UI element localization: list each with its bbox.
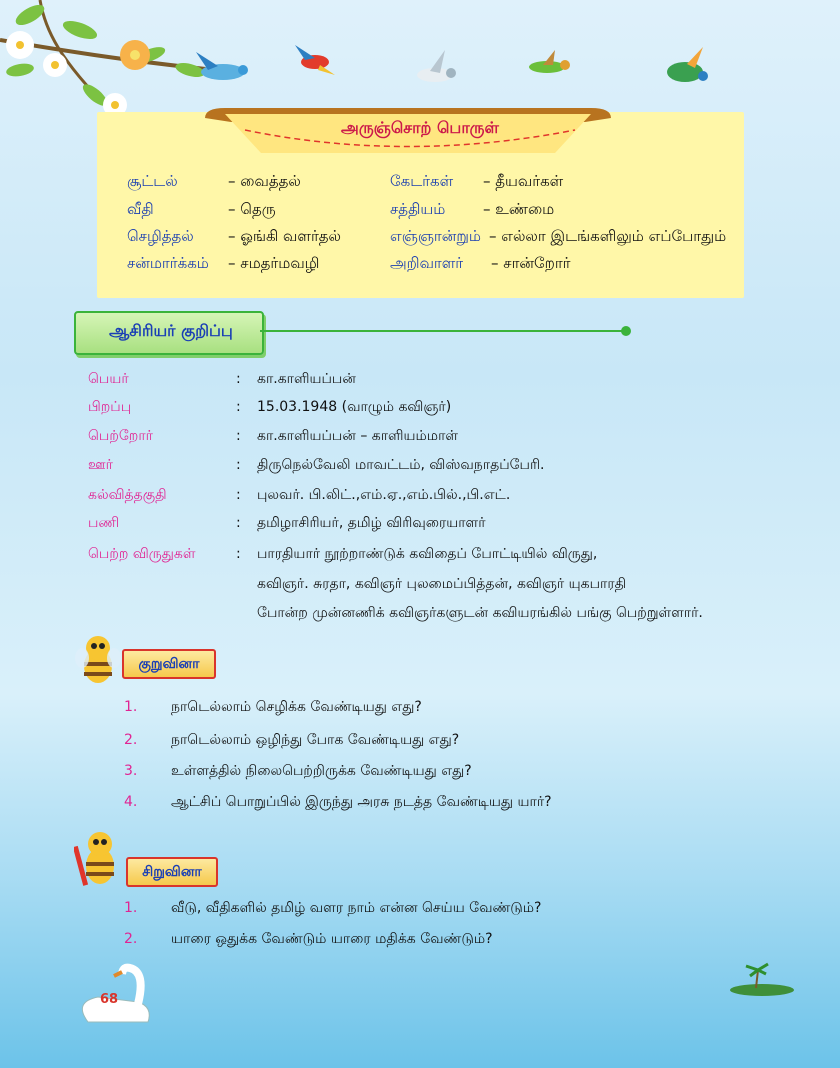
question-text: யாரை ஒதுக்க வேண்டும் யாரை மதிக்க வேண்டும்? xyxy=(171,931,493,947)
green-bird-icon xyxy=(655,42,715,97)
glossary-meaning: – சமதர்மவழி xyxy=(228,254,320,272)
author-value-continued: போன்ற முன்னணிக் கவிஞர்களுடன் கவியரங்கில் பங்கு பெற்றுள்ளார். xyxy=(257,605,703,621)
dove-icon xyxy=(405,45,465,90)
author-label: பெற்ற விருதுகள் xyxy=(88,546,196,562)
glossary-title: அருஞ்சொற் பொருள் xyxy=(341,118,499,137)
question-text: நாடெல்லாம் ஒழிந்து போக வேண்டியது எது? xyxy=(171,732,460,748)
question-number: 1. xyxy=(124,699,138,715)
author-value: 15.03.1948 (வாழும் கவிஞர்) xyxy=(257,399,452,415)
author-section-title: ஆசிரியர் குறிப்பு xyxy=(109,321,233,340)
colon: : xyxy=(236,399,241,415)
colon: : xyxy=(236,371,241,387)
author-label: பெயர் xyxy=(88,371,129,387)
glossary-term: சூட்டல் xyxy=(127,172,178,190)
glossary-term: சன்மார்க்கம் xyxy=(127,254,209,272)
question-text: ஆட்சிப் பொறுப்பில் இருந்து அரசு நடத்த வேண்டியது யார்? xyxy=(171,794,552,810)
glossary-meaning: – ஓங்கி வளர்தல் xyxy=(228,227,341,245)
question-number: 1. xyxy=(124,900,138,916)
glossary-meaning: – தெரு xyxy=(228,200,276,218)
author-label: பெற்றோர் xyxy=(88,428,153,444)
author-label: பணி xyxy=(88,515,120,531)
bird-icon xyxy=(188,42,258,92)
glossary-term: சத்தியம் xyxy=(390,200,446,218)
glossary-term: எஞ்ஞான்றும் xyxy=(390,227,481,245)
page-number: 68 xyxy=(100,992,119,1007)
author-value: பாரதியார் நூற்றாண்டுக் கவிதைப் போட்டியில் விருது, xyxy=(257,546,598,562)
author-value: கா.காளியப்பன் xyxy=(257,371,356,387)
author-label: பிறப்பு xyxy=(88,399,132,415)
question-text: வீடு, வீதிகளில் தமிழ் வளர நாம் என்ன செய்ய வேண்டும்? xyxy=(171,900,542,916)
divider xyxy=(260,330,626,332)
bee-eater-icon xyxy=(515,45,580,85)
brief-questions-tab: சிறுவினா xyxy=(126,857,218,887)
author-value: கா.காளியப்பன் – காளியம்மாள் xyxy=(257,428,459,444)
author-label: கல்வித்தகுதி xyxy=(88,487,167,503)
glossary-meaning: – தீயவர்கள் xyxy=(483,172,564,190)
glossary-term: அறிவாளர் xyxy=(390,254,464,272)
parrot-icon xyxy=(290,40,340,80)
bee-mascot-icon xyxy=(74,632,122,688)
short-questions-tab: குறுவினா xyxy=(122,649,216,679)
author-label: ஊர் xyxy=(88,457,113,473)
divider-dot xyxy=(621,326,631,336)
question-number: 2. xyxy=(124,931,138,947)
colon: : xyxy=(236,457,241,473)
glossary-meaning: – வைத்தல் xyxy=(228,172,301,190)
colon: : xyxy=(236,428,241,444)
colon: : xyxy=(236,487,241,503)
glossary-term: செழித்தல் xyxy=(127,227,194,245)
bee-with-pencil-icon xyxy=(74,826,124,892)
island-icon xyxy=(722,958,802,998)
question-number: 3. xyxy=(124,763,138,779)
colon: : xyxy=(236,546,241,562)
author-value: தமிழாசிரியர், தமிழ் விரிவுரையாளர் xyxy=(257,515,486,531)
glossary-term: கேடர்கள் xyxy=(390,172,454,190)
glossary-term: வீதி xyxy=(127,200,154,218)
glossary-meaning: – எல்லா இடங்களிலும் எப்போதும் xyxy=(489,227,727,245)
question-number: 2. xyxy=(124,732,138,748)
question-text: நாடெல்லாம் செழிக்க வேண்டியது எது? xyxy=(171,699,422,715)
glossary-meaning: – சான்றோர் xyxy=(491,254,571,272)
glossary-meaning: – உண்மை xyxy=(483,200,555,218)
question-number: 4. xyxy=(124,794,138,810)
author-value: புலவர். பி.லிட்.,எம்.ஏ.,எம்.பில்.,பி.எட். xyxy=(257,487,511,503)
colon: : xyxy=(236,515,241,531)
author-value-continued: கவிஞர். சுரதா, கவிஞர் புலமைப்பித்தன், கவிஞர் யுகபாரதி xyxy=(257,576,627,592)
question-text: உள்ளத்தில் நிலைபெற்றிருக்க வேண்டியது எது? xyxy=(171,763,472,779)
author-value: திருநெல்வேலி மாவட்டம், விஸ்வநாதப்பேரி. xyxy=(257,457,545,473)
